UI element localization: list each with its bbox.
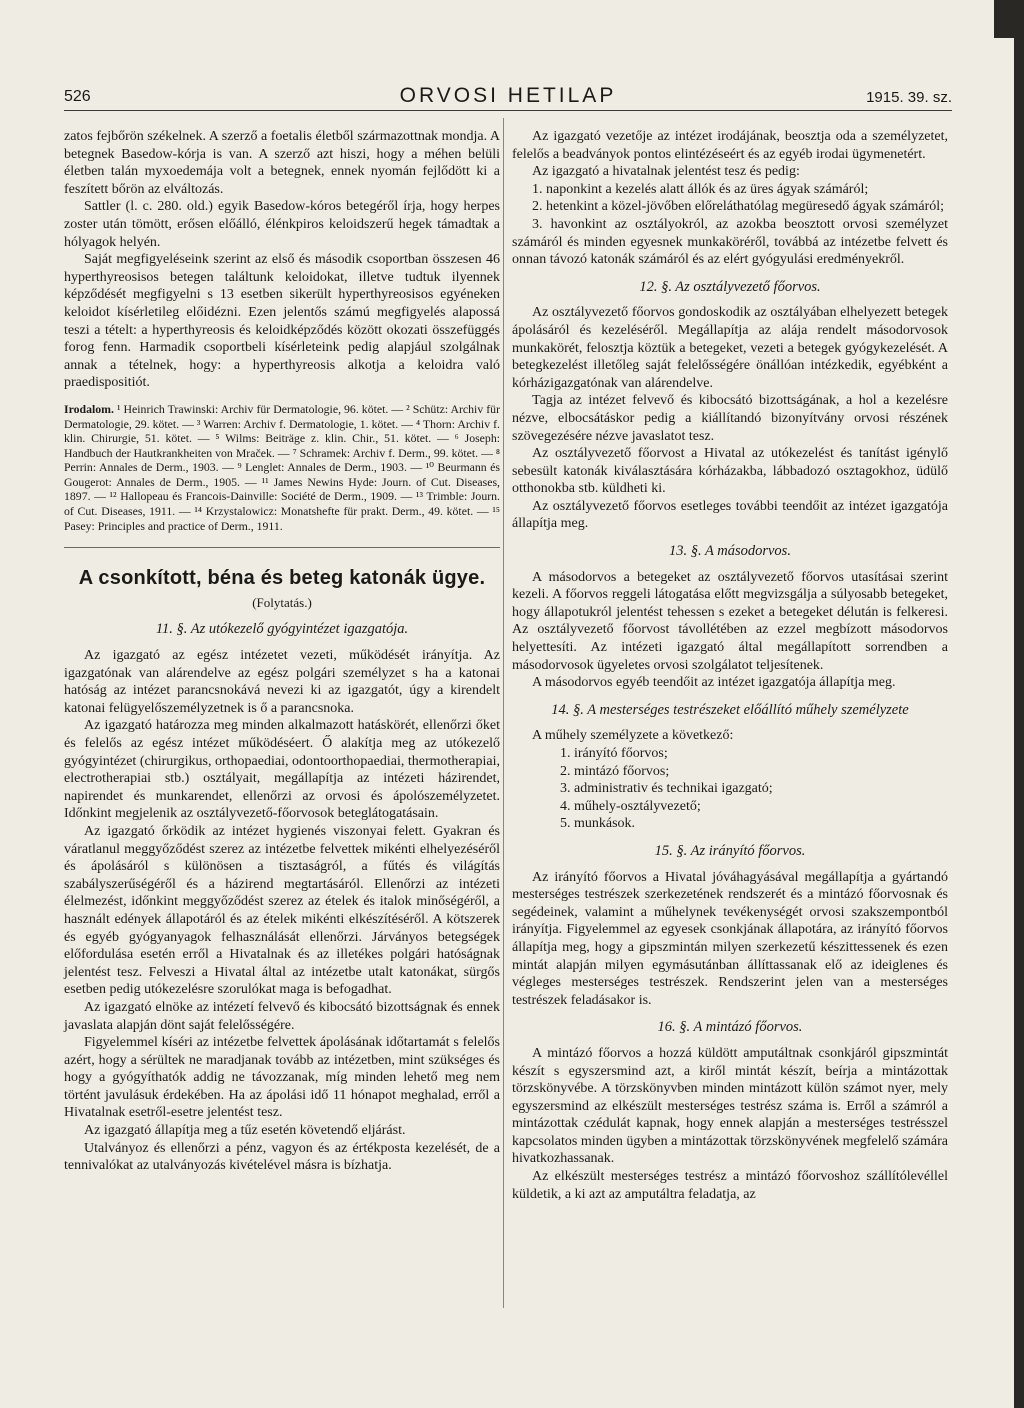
paragraph: Az igazgató határozza meg minden alkalmazott hatáskörét, ellenőrzi őket és felelős az egész intézet működéséert. Ő alakítja meg az utókezelő gyógyintézet (chirurgikus, orthopaediai, odontoorthopaediai, thermotherapiai, electrotherapiai stb.) osztályait, megállapítja az intézeti házirendet, napirendet és munkarendet, ellenőrzi az orvosi és ápolószemélyzetet. Időnkint megjelenik az osztályvezető-főorvosok beteglátogatásain. (64, 718, 500, 822)
paragraph: A műhely személyzete a következő: (532, 728, 734, 744)
scan-corner (994, 0, 1024, 38)
paragraph: Az igazgató az egész intézetet vezeti, működését irányítja. Az igazgatónak van alárendelve az egész polgári személyzet s ha a katonai hatóság az intézet parancsnokává nevezi ki az igazgatót, úgy a kirendelt katonai felügyelőszemélyzetnek is ő a parancsnoka. (64, 648, 500, 716)
section-heading: 11. §. Az utókezelő gyógyintézet igazgatója. (155, 621, 409, 638)
running-header (64, 82, 952, 111)
paragraph: A másodorvos egyéb teendőit az intézet igazgatója állapítja meg. (532, 675, 896, 691)
list-item: 4. műhely-osztályvezető; (560, 798, 701, 814)
paragraph: Saját megfigyeléseink szerint az első és második csoportban összesen 46 hyperthyreosisos betegen találtunk keloidokat, illetve tudtuk ilyennek képződését megfigyelni s 13 esetben sikerült hyperthyreosisos egyéneken keloidot kísérletileg előidézni. Ezen jelentős számú megfigyelés alapossá teszi a tételt: a hyperthyreosis és keloidképződés között okozati összefüggés forog fenn. Harmadik csoportbeli kísérleteink pedig alapjául szolgálnak annak a tételnek, hogy: a hyperthyreosis alkotja a keloidra való praedispositiót. (64, 252, 500, 391)
list-item: 1. irányító főorvos; (560, 746, 668, 761)
paragraph: Az osztályvezető főorvos esetleges további teendőit az intézet igazgatója állapítja meg. (512, 498, 948, 532)
section-heading: 12. §. Az osztályvezető főorvos. (639, 278, 821, 295)
paragraph: Az osztályvezető főorvost a Hivatal az utókezelést és tanítást igénylő sebesült katonák kiválasztására kórházakba, lábbadozó osztagokhoz, üdülő otthonokba stb. küldheti ki. (512, 446, 948, 497)
list-paragraph: 2. hetenkint a közel-jövőben előreláthatólag megüresedő ágyak számáról; (532, 199, 945, 215)
section-heading: 15. §. Az irányító főorvos. (654, 842, 806, 859)
paragraph: Az irányító főorvos a Hivatal jóváhagyásával megállapítja a gyártandó mesterséges testrészek szerkezetének rendszerét és a mintázó főorvosnak és segédeinek, valamint a műhelynek tevékenységét orvosi szakszempontból irányítja. Figyelemmel az egyesek csonkjának állapotára, az irányító főorvos állapítja meg, hogy a gipszmintán milyen szerkezetű készittessenek és ezen mintát alapján milyen egymásutánban állíttassanak elő az ideiglenes és végleges mesterséges testrészek. Rendszerint jelen van a mesterséges testrészek feladásakor is. (512, 869, 948, 1008)
list-item: 3. administrativ és technikai igazgató; (560, 781, 773, 797)
journal-title: ORVOSI HETILAP (399, 84, 617, 107)
article-title: A csonkított, béna és beteg katonák ügye. (78, 567, 486, 590)
paragraph: Tagja az intézet felvevő és kibocsátó bizottságának, a hol a kezelésre nézve, elbocsátáskor pedig a kiállítandó bizonyítvány orvosi részének szövegezésére nézve javaslatot tesz. (512, 393, 948, 444)
paragraph: Az osztályvezető főorvos gondoskodik az osztályában elhelyezett betegek ápolásáról és kezeléséről. Megállapítja az alája rendelt másodorvosok munkakörét, felosztja köztük a betegeket, vezeti a betegek gyógykezelését. A betegkezelést illetőleg saját felelősségére önállóan intézkedik, egyébként a kórházigazgatónak van alárendelve. (512, 305, 948, 391)
list-paragraph: 1. naponkint a kezelés alatt állók és az üres ágyak számáról; (532, 181, 869, 197)
references (64, 402, 500, 533)
list-item: 5. munkások. (560, 816, 636, 832)
paragraph: Sattler (l. c. 280. old.) egyik Basedow-kóros betegéről írja, hogy herpes zoster után tömött, erősen előálló, élénkpiros keloidszerű hegek támadtak a hólyagok helyén. (64, 199, 500, 250)
scan-edge (1014, 0, 1024, 1408)
section-rule (64, 547, 500, 548)
list-paragraph: 3. havonkint az osztályokról, az azokba beosztott orvosi személyzet számáról és minden egyesnek munkaköréről, továbbá az intézetbe felvett és onnan távozó katonák számáról és az elért gyógyulási eredményekről. (512, 216, 948, 268)
column-divider (503, 118, 504, 1308)
left-column (64, 128, 500, 1175)
section-heading: 14. §. A mesterséges testrészeket előállító műhely személyzete (551, 701, 909, 718)
paragraph: Az igazgató őrködik az intézet hygienés viszonyai felett. Gyakran és váratlanul meggyőződést szerez az intézetbe felvettek mikénti elhelyezéséről és ápolásáról s különösen a tisztaságról, a fűtés és világítás szabályszerűségéről és a házirend megtartásáról. Ellenőrzi az intézeti élelmezést, időnkint meggyőződést szerez az ételek és italok minőségéről, a használt edények állapotáról és az ételek mikénti elkészítéséről. A kötszerek és egyéb gyógyanyagok felhasználását ellenőrzi. Járványos betegségek előfordulása esetén erről a Hivatalnak és az illetékes polgári hatóságnak jelentést tesz. Felveszi a Hivatal által az intézetbe utalt katonákat, sürgős esetben pedig utókezelésre szorulókat maga is befogadhat. (64, 823, 500, 998)
list-item: 2. mintázó főorvos; (560, 763, 670, 779)
paragraph: Figyelemmel kíséri az intézetbe felvettek ápolásának időtartamát s felelős azért, hogy a sérültek ne maradjanak tovább az intézetben, mint szükséges és hogy a gyógyíthatók addig ne távozzanak, míg minden lehető meg nem történt javulásuk érdekében. Ha az ápolási idő 11 hónapot meghalad, erről a Hivatalnak esetről-esetre jelentést tesz. (64, 1035, 500, 1121)
issue-date: 1915. 39. sz. (866, 89, 952, 106)
paragraph: Az igazgató elnöke az intézetí felvevő és kibocsátó bizottságnak és ennek javaslata alapján dönt saját felelősségére. (64, 999, 500, 1033)
paragraph: A másodorvos a betegeket az osztályvezető főorvos utasításai szerint kezeli. A főorvos reggeli látogatása előtt megvizsgálja a súlyosabb betegeket, hogy állapotukról jelentést tehessen s ezeket a betegeket délután is felkeresi. Az osztályvezető főorvost távollétében az ezzel megbízott másodorvos helyettesíti. Az intézeti igazgató által megállapított sorrendben a másodorvosok ügyeletes orvosi szolgálatot teljesítenek. (512, 569, 948, 673)
paragraph: Az igazgató a hivatalnak jelentést tesz és pedig: (532, 164, 800, 180)
paragraph: Utalványoz és ellenőrzi a pénz, vagyon és az értékposta kezelését, de a tennivalókat az utalványozás kivételével másra is bízhatja. (64, 1140, 500, 1174)
section-heading: 16. §. A mintázó főorvos. (657, 1019, 803, 1036)
page-number: 526 (64, 88, 91, 105)
paragraph: Az igazgató vezetője az intézet irodájának, beosztja oda a személyzetet, felelős a beadványok pontos elintézéseért és az egyéb irodai ügymenetért. (512, 129, 948, 162)
paragraph: A mintázó főorvos a hozzá küldött amputáltnak csonkjáról gipszmintát készít s egyszersmind azt, a kiről mintát készít, beírja a mintázottak törzskönyvébe. A törzskönyvben minden mintázott külön számot nyer, mely egyszersmind az elkészült mesterséges testrész száma is. Erről a számról a mintázottak czédulát kapnak, hogy ennek alapján a mesterséges testrésszel kapcsolatos minden ügyben a mintázottak törzskönyvének megfelelő számára hivatkozhassanak. (512, 1045, 948, 1167)
paragraph: zatos fejbőrön székelnek. A szerző a foetalis életből származottnak mondja. A betegnek Basedow-kórja is van. A szerző azt hiszi, hogy a méhen belüli életben talán myxoedemája volt a betegnek, ennek nyomán fejlődött ki a feszített bőrön az elváltozás. (64, 129, 500, 197)
paragraph: Az elkészült mesterséges testrész a mintázó főorvoshoz szállítólevéllel küldetik, a ki azt az amputáltra feladatja, az (512, 1169, 948, 1202)
references-label: Irodalom. (64, 401, 114, 416)
section-heading: 13. §. A másodorvos. (669, 543, 791, 560)
references-text: ¹ Heinrich Trawinski: Archiv für Dermatologie, 96. kötet. — ² Schütz: Archiv für Dermatologie, 29. kötet. — ³ Warren: Archiv f. Dermatologie, 1. kötet. — ⁴ Thorn: Archiv f. klin. Chirurgie, 51. kötet. — ⁵ Wilms: Beiträge z. klin. Chir., 51. kötet. — ⁶ Joseph: Handbuch der Hautkrankheiten von Mraček. — ⁷ Schramek: Archiv f. Derm., 99. kötet. — ⁸ Perrin: Annales de Derm., 1903. — ⁹ Lenglet: Annales de Derm., 1903. — ¹⁰ Beurmann és Gougerot: Annales de Derm., 1905. — ¹¹ James Newins Hyde: Journ. of Cut. Diseases, 1897. — ¹² Hallopeau és Francois-Dainville: Société de Derm., 1909. — ¹³ Trimble: Journ. of Cut. Diseases, 1911. — ¹⁴ Krzystalowicz: Monatshefte für prakt. Derm., 49. kötet. — ¹⁵ Pasey: Principles and practice of Derm., 1911. (64, 401, 501, 533)
right-column (512, 128, 948, 1203)
continued-note: (Folytatás.) (252, 594, 312, 610)
paragraph: Az igazgató állapítja meg a tűz esetén követendő eljárást. (84, 1123, 406, 1139)
